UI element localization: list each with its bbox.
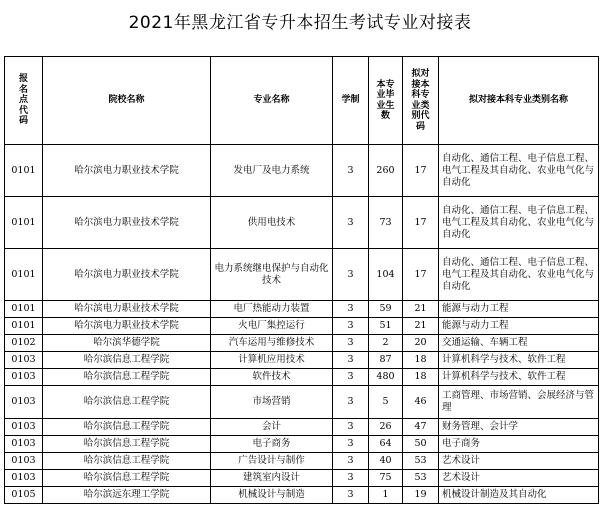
cell-grads: 260 bbox=[369, 145, 403, 197]
cell-years: 3 bbox=[333, 386, 369, 419]
table-row bbox=[5, 318, 599, 335]
cell-years: 3 bbox=[333, 352, 369, 369]
header-grads: 本专 业毕 业生 数 bbox=[369, 57, 403, 145]
cell-major: 计算机应用技术 bbox=[211, 352, 333, 369]
cell-school: 哈尔滨华德学院 bbox=[43, 335, 211, 352]
cell-code: 0101 bbox=[5, 301, 43, 318]
table-row bbox=[5, 145, 599, 197]
cell-categories: 能源与动力工程 bbox=[439, 301, 599, 318]
table-row bbox=[5, 419, 599, 436]
cell-years: 3 bbox=[333, 453, 369, 470]
cell-major: 供用电技术 bbox=[211, 197, 333, 249]
cell-school: 哈尔滨信息工程学院 bbox=[43, 419, 211, 436]
cell-categories: 电子商务 bbox=[439, 436, 599, 453]
cell-major: 电厂热能动力装置 bbox=[211, 301, 333, 318]
cell-major: 电子商务 bbox=[211, 436, 333, 453]
table-header-row bbox=[5, 57, 599, 145]
table-row bbox=[5, 335, 599, 352]
cell-school: 哈尔滨电力职业技术学院 bbox=[43, 145, 211, 197]
cell-code: 0103 bbox=[5, 352, 43, 369]
cell-cat-code: 18 bbox=[403, 369, 439, 386]
cell-categories: 艺术设计 bbox=[439, 470, 599, 487]
header-school: 院校名称 bbox=[43, 57, 211, 145]
cell-years: 3 bbox=[333, 197, 369, 249]
cell-years: 3 bbox=[333, 335, 369, 352]
cell-categories: 财务管理、会计学 bbox=[439, 419, 599, 436]
cell-grads: 87 bbox=[369, 352, 403, 369]
cell-code: 0101 bbox=[5, 249, 43, 301]
cell-grads: 75 bbox=[369, 470, 403, 487]
cell-grads: 2 bbox=[369, 335, 403, 352]
cell-categories: 自动化、通信工程、电子信息工程、电气工程及其自动化、农业电气化与自动化 bbox=[439, 249, 599, 301]
cell-cat-code: 17 bbox=[403, 197, 439, 249]
cell-years: 3 bbox=[333, 419, 369, 436]
table-row bbox=[5, 453, 599, 470]
table-row bbox=[5, 470, 599, 487]
cell-cat-code: 20 bbox=[403, 335, 439, 352]
cell-school: 哈尔滨远东理工学院 bbox=[43, 487, 211, 504]
cell-code: 0101 bbox=[5, 197, 43, 249]
cell-categories: 计算机科学与技术、软件工程 bbox=[439, 352, 599, 369]
cell-categories: 计算机科学与技术、软件工程 bbox=[439, 369, 599, 386]
cell-cat-code: 53 bbox=[403, 470, 439, 487]
table-row bbox=[5, 352, 599, 369]
cell-years: 3 bbox=[333, 436, 369, 453]
cell-grads: 1 bbox=[369, 487, 403, 504]
cell-school: 哈尔滨信息工程学院 bbox=[43, 436, 211, 453]
cell-years: 3 bbox=[333, 145, 369, 197]
cell-code: 0103 bbox=[5, 470, 43, 487]
cell-grads: 59 bbox=[369, 301, 403, 318]
table-row bbox=[5, 369, 599, 386]
cell-cat-code: 21 bbox=[403, 301, 439, 318]
cell-grads: 51 bbox=[369, 318, 403, 335]
table-row bbox=[5, 386, 599, 419]
cell-school: 哈尔滨信息工程学院 bbox=[43, 453, 211, 470]
header-categories: 拟对接本科专业类别名称 bbox=[439, 57, 599, 145]
header-code: 报 名 点 代 码 bbox=[5, 57, 43, 145]
cell-cat-code: 46 bbox=[403, 386, 439, 419]
cell-cat-code: 19 bbox=[403, 487, 439, 504]
cell-categories: 自动化、通信工程、电子信息工程、电气工程及其自动化、农业电气化与自动化 bbox=[439, 145, 599, 197]
cell-cat-code: 18 bbox=[403, 352, 439, 369]
header-cat-count: 拟对 接本 科专 业类 别代 码 bbox=[403, 57, 439, 145]
cell-categories: 能源与动力工程 bbox=[439, 318, 599, 335]
table-row bbox=[5, 487, 599, 504]
cell-code: 0101 bbox=[5, 318, 43, 335]
table-row bbox=[5, 436, 599, 453]
cell-school: 哈尔滨电力职业技术学院 bbox=[43, 301, 211, 318]
header-years: 学制 bbox=[333, 57, 369, 145]
cell-major: 汽车运用与维修技术 bbox=[211, 335, 333, 352]
cell-years: 3 bbox=[333, 470, 369, 487]
cell-grads: 64 bbox=[369, 436, 403, 453]
cell-major: 电力系统继电保护与自动化技术 bbox=[211, 249, 333, 301]
cell-school: 哈尔滨信息工程学院 bbox=[43, 369, 211, 386]
cell-code: 0103 bbox=[5, 419, 43, 436]
cell-years: 3 bbox=[333, 318, 369, 335]
cell-major: 机械设计与制造 bbox=[211, 487, 333, 504]
cell-school: 哈尔滨信息工程学院 bbox=[43, 470, 211, 487]
cell-categories: 机械设计制造及其自动化 bbox=[439, 487, 599, 504]
cell-school: 哈尔滨电力职业技术学院 bbox=[43, 318, 211, 335]
cell-grads: 40 bbox=[369, 453, 403, 470]
cell-major: 市场营销 bbox=[211, 386, 333, 419]
cell-major: 火电厂集控运行 bbox=[211, 318, 333, 335]
cell-grads: 480 bbox=[369, 369, 403, 386]
cell-code: 0103 bbox=[5, 453, 43, 470]
cell-categories: 工商管理、市场营销、会展经济与管理 bbox=[439, 386, 599, 419]
cell-cat-code: 50 bbox=[403, 436, 439, 453]
cell-cat-code: 17 bbox=[403, 249, 439, 301]
cell-years: 3 bbox=[333, 369, 369, 386]
cell-cat-code: 17 bbox=[403, 145, 439, 197]
cell-code: 0105 bbox=[5, 487, 43, 504]
cell-categories: 自动化、通信工程、电子信息工程、电气工程及其自动化、农业电气化与自动化 bbox=[439, 197, 599, 249]
major-table bbox=[4, 56, 599, 504]
table-row bbox=[5, 301, 599, 318]
cell-cat-code: 21 bbox=[403, 318, 439, 335]
cell-school: 哈尔滨电力职业技术学院 bbox=[43, 249, 211, 301]
cell-school: 哈尔滨电力职业技术学院 bbox=[43, 197, 211, 249]
cell-code: 0101 bbox=[5, 145, 43, 197]
header-major: 专业名称 bbox=[211, 57, 333, 145]
cell-grads: 104 bbox=[369, 249, 403, 301]
cell-years: 3 bbox=[333, 301, 369, 318]
cell-grads: 5 bbox=[369, 386, 403, 419]
cell-major: 广告设计与制作 bbox=[211, 453, 333, 470]
cell-categories: 交通运输、车辆工程 bbox=[439, 335, 599, 352]
table-row bbox=[5, 197, 599, 249]
cell-cat-code: 47 bbox=[403, 419, 439, 436]
cell-major: 软件技术 bbox=[211, 369, 333, 386]
cell-code: 0103 bbox=[5, 369, 43, 386]
page-title: 2021年黑龙江省专升本招生考试专业对接表 bbox=[128, 13, 472, 33]
table-row bbox=[5, 249, 599, 301]
cell-categories: 艺术设计 bbox=[439, 453, 599, 470]
cell-grads: 26 bbox=[369, 419, 403, 436]
cell-major: 建筑室内设计 bbox=[211, 470, 333, 487]
cell-school: 哈尔滨信息工程学院 bbox=[43, 386, 211, 419]
cell-code: 0103 bbox=[5, 386, 43, 419]
cell-years: 3 bbox=[333, 487, 369, 504]
cell-years: 3 bbox=[333, 249, 369, 301]
cell-grads: 73 bbox=[369, 197, 403, 249]
cell-cat-code: 53 bbox=[403, 453, 439, 470]
cell-code: 0103 bbox=[5, 436, 43, 453]
cell-school: 哈尔滨信息工程学院 bbox=[43, 352, 211, 369]
cell-code: 0102 bbox=[5, 335, 43, 352]
cell-major: 会计 bbox=[211, 419, 333, 436]
cell-major: 发电厂及电力系统 bbox=[211, 145, 333, 197]
